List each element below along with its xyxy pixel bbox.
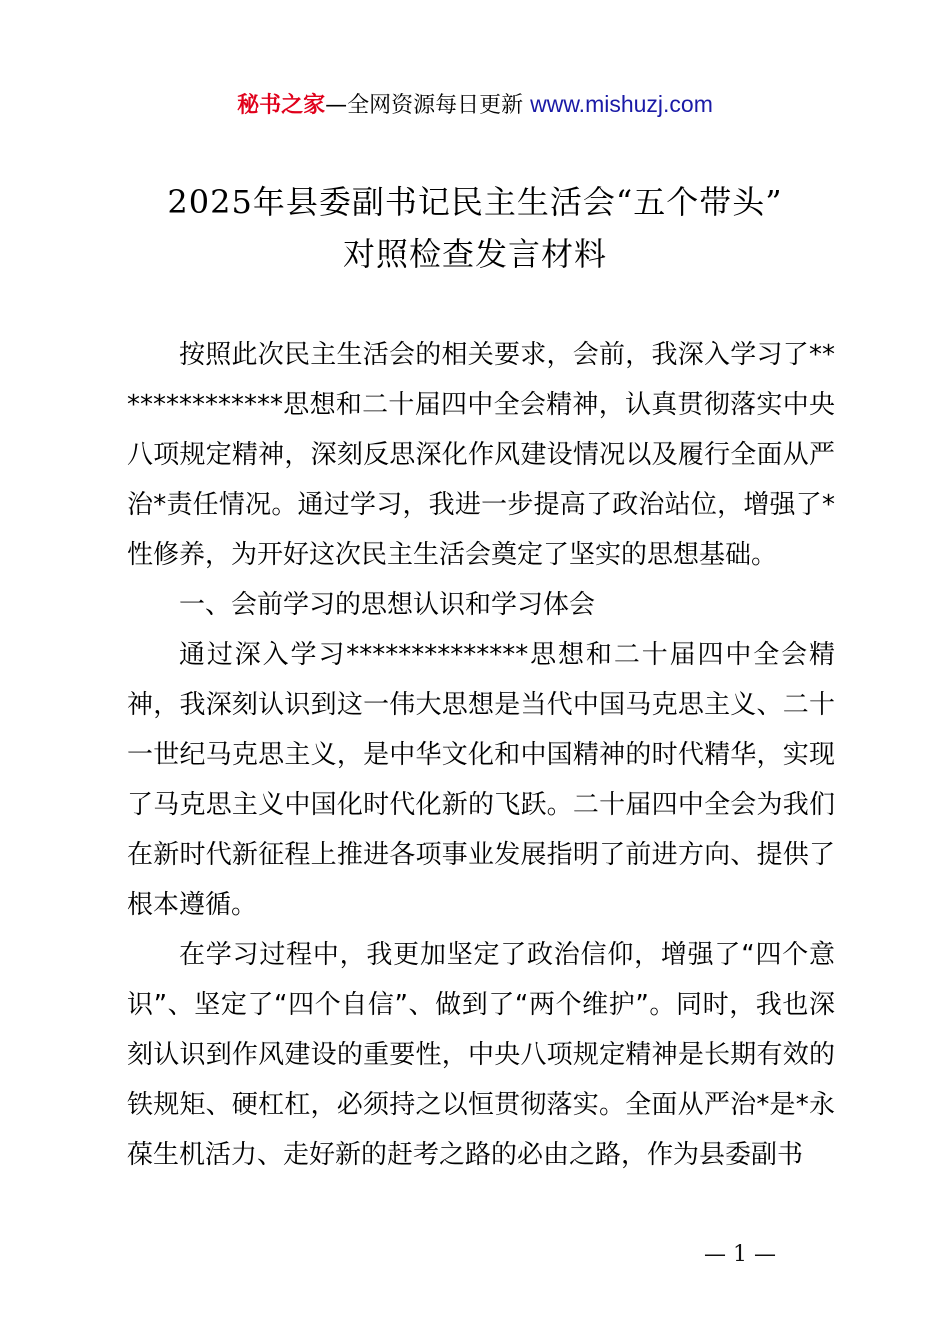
brand-name: 秘书之家	[237, 93, 326, 118]
paragraph-study: 通过深入学习**************思想和二十届四中全会精神，我深刻认识到这一伟大思想是当代中国马克思主义、二十一世纪马克思主义，是中华文化和中国精神的时代精华，实现了马克思主义中国化时代化新的飞跃。二十届四中全会为我们在新时代新征程上推进各项事业发展指明了前进方向、提供了根本遵循。	[127, 640, 835, 920]
section-heading: 一、会前学习的思想认识和学习体会	[179, 590, 596, 620]
title-line-2: 对照检查发言材料	[342, 235, 607, 273]
document-title	[60, 176, 890, 280]
site-url-link[interactable]: www.mishuzj.com	[530, 91, 713, 117]
site-header	[0, 88, 950, 122]
title-line-1: 2025年县委副书记民主生活会“五个带头”	[167, 183, 783, 221]
paragraph-reflection: 在学习过程中，我更加坚定了政治信仰，增强了“四个意识”、坚定了“四个自信”、做到了“两个维护”。同时，我也深刻认识到作风建设的重要性，中央八项规定精神是长期有效的铁规矩、硬杠杠，必须持之以恒贯彻落实。全面从严治*是*永葆生机活力、走好新的赶考之路的必由之路，作为县委副书	[127, 940, 835, 1170]
header-tagline: —全网资源每日更新	[325, 93, 524, 118]
page-number: — 1 —	[704, 1242, 776, 1267]
document-body	[127, 330, 835, 1180]
paragraph-intro: 按照此次民主生活会的相关要求，会前，我深入学习了**************思想和二十届四中全会精神，认真贯彻落实中央八项规定精神，深刻反思深化作风建设情况以及履行全面从严治*责任情况。通过学习，我进一步提高了政治站位，增强了*性修养，为开好这次民主生活会奠定了坚实的思想基础。	[127, 340, 835, 570]
